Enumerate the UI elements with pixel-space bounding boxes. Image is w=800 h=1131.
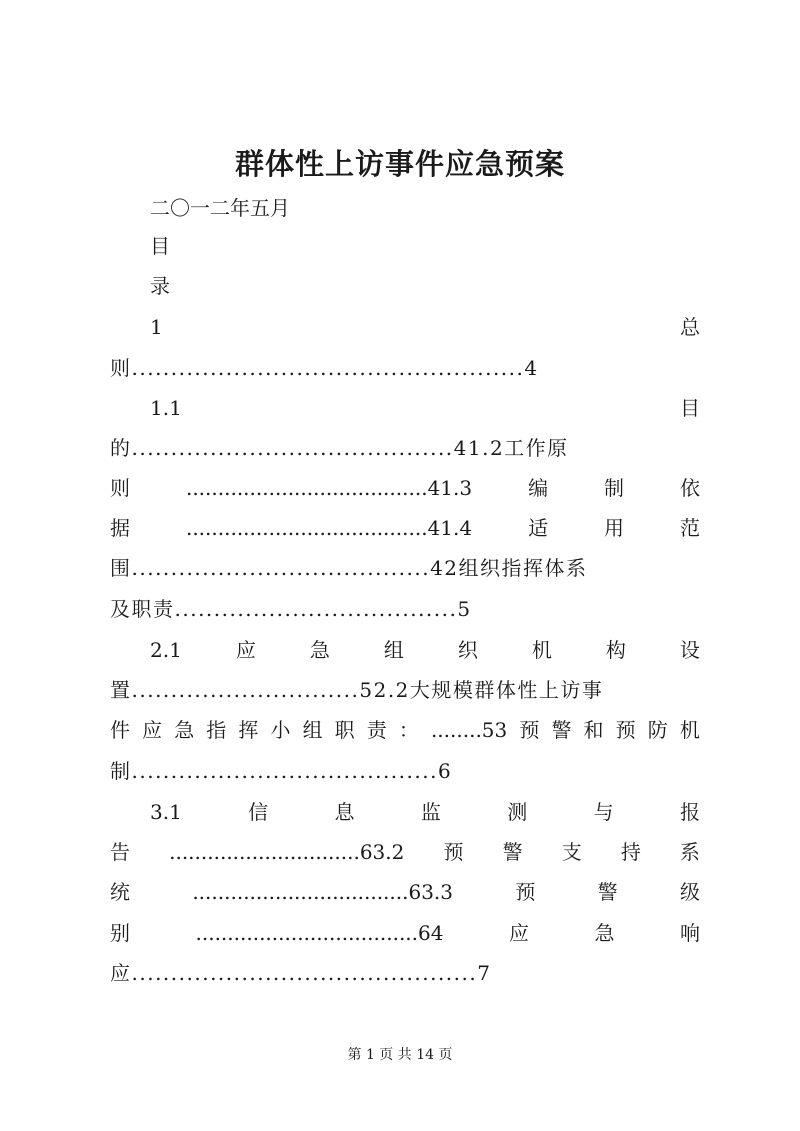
toc-line-1 [150,307,700,347]
toc-line-8: 及职责....................................5 [110,597,472,621]
toc-line-2: 则..................................................4 [110,356,539,380]
toc-text: 急 [174,718,195,742]
toc-text: 报 [679,800,700,824]
toc-line-5 [110,468,700,508]
toc-text: 级 [680,880,700,904]
toc-leader: ..................................63.3 [192,880,454,904]
toc-line-15 [110,872,700,912]
toc-text: 组 [383,638,404,662]
toc-text: 告 [110,840,130,864]
toc-text: 系 [679,840,700,864]
toc-text: 预 [615,718,636,742]
toc-text: 编 [528,476,549,500]
toc-text: 构 [605,638,626,662]
toc-heading-part1: 目 [150,234,170,258]
toc-text: 依 [680,476,700,500]
toc-text: 预 [519,718,540,742]
toc-line-14 [110,832,700,872]
toc-leader: ...................................64 [195,921,444,945]
toc-text: 责 [366,718,387,742]
toc-leader: ........53 [430,718,508,742]
toc-heading-part2: 录 [150,274,170,298]
toc-leader: ..............................63.2 [169,840,405,864]
toc-text: 小 [270,718,291,742]
toc-text: 警 [502,840,523,864]
toc-text: 急 [594,921,615,945]
toc-text: 组 [302,718,323,742]
document-title: 群体性上访事件应急预案 [234,147,565,181]
toc-text: 用 [604,516,625,540]
toc-text: 与 [593,800,614,824]
toc-text: 和 [583,718,604,742]
toc-text: 息 [334,800,355,824]
toc-text: 应 [508,921,529,945]
toc-text: 警 [551,718,572,742]
toc-text: 测 [507,800,528,824]
toc-section-title-part: 目 [680,396,700,420]
page-footer: 第 1 页 共 14 页 [347,1047,453,1063]
toc-line-6 [110,508,700,548]
toc-text: 指 [206,718,227,742]
toc-line-3 [150,388,700,428]
toc-text: 应 [142,718,163,742]
document-date: 二〇一二年五月 [150,196,290,220]
toc-text: 织 [457,638,478,662]
toc-text: 范 [680,516,700,540]
toc-line-9 [150,630,700,670]
toc-text: 持 [620,840,641,864]
toc-text: 防 [647,718,668,742]
toc-text: 据 [110,516,130,540]
toc-text: 机 [531,638,552,662]
toc-line-12: 制.......................................6 [110,759,453,783]
toc-text: 制 [604,476,625,500]
toc-line-13 [150,792,700,832]
toc-section-number: 1 [150,315,163,339]
toc-text: 职 [334,718,355,742]
toc-text: 机 [679,718,700,742]
toc-text: 预 [515,880,536,904]
toc-text: 件 [110,718,130,742]
toc-text: 支 [561,840,582,864]
toc-text: 应 [235,638,256,662]
toc-text: 适 [528,516,549,540]
toc-line-16 [110,913,700,953]
toc-leader: ......................................41.4 [185,516,473,540]
toc-line-4: 的.........................................41.2工作原 [110,436,569,460]
toc-text: 则 [110,476,130,500]
toc-text: ： [398,718,419,742]
toc-section-number: 3.1 [150,800,182,824]
toc-text: 响 [679,921,700,945]
toc-section-number: 1.1 [150,396,182,420]
toc-text: 统 [110,880,130,904]
toc-line-17: 应............................................7 [110,961,492,985]
toc-text: 挥 [238,718,259,742]
toc-text: 急 [309,638,330,662]
toc-line-7: 围......................................42组织指挥体系 [110,556,588,580]
toc-text: 监 [420,800,441,824]
toc-line-11 [110,710,700,750]
toc-line-10: 置.............................52.2大规模群体性上访事 [110,678,604,702]
toc-text: 别 [110,921,130,945]
toc-leader: ......................................41.3 [185,476,473,500]
toc-text: 警 [597,880,618,904]
toc-section-number: 2.1 [150,638,182,662]
toc-section-title-part: 总 [680,315,700,339]
toc-text: 设 [679,638,700,662]
toc-text: 预 [443,840,464,864]
toc-text: 信 [248,800,269,824]
